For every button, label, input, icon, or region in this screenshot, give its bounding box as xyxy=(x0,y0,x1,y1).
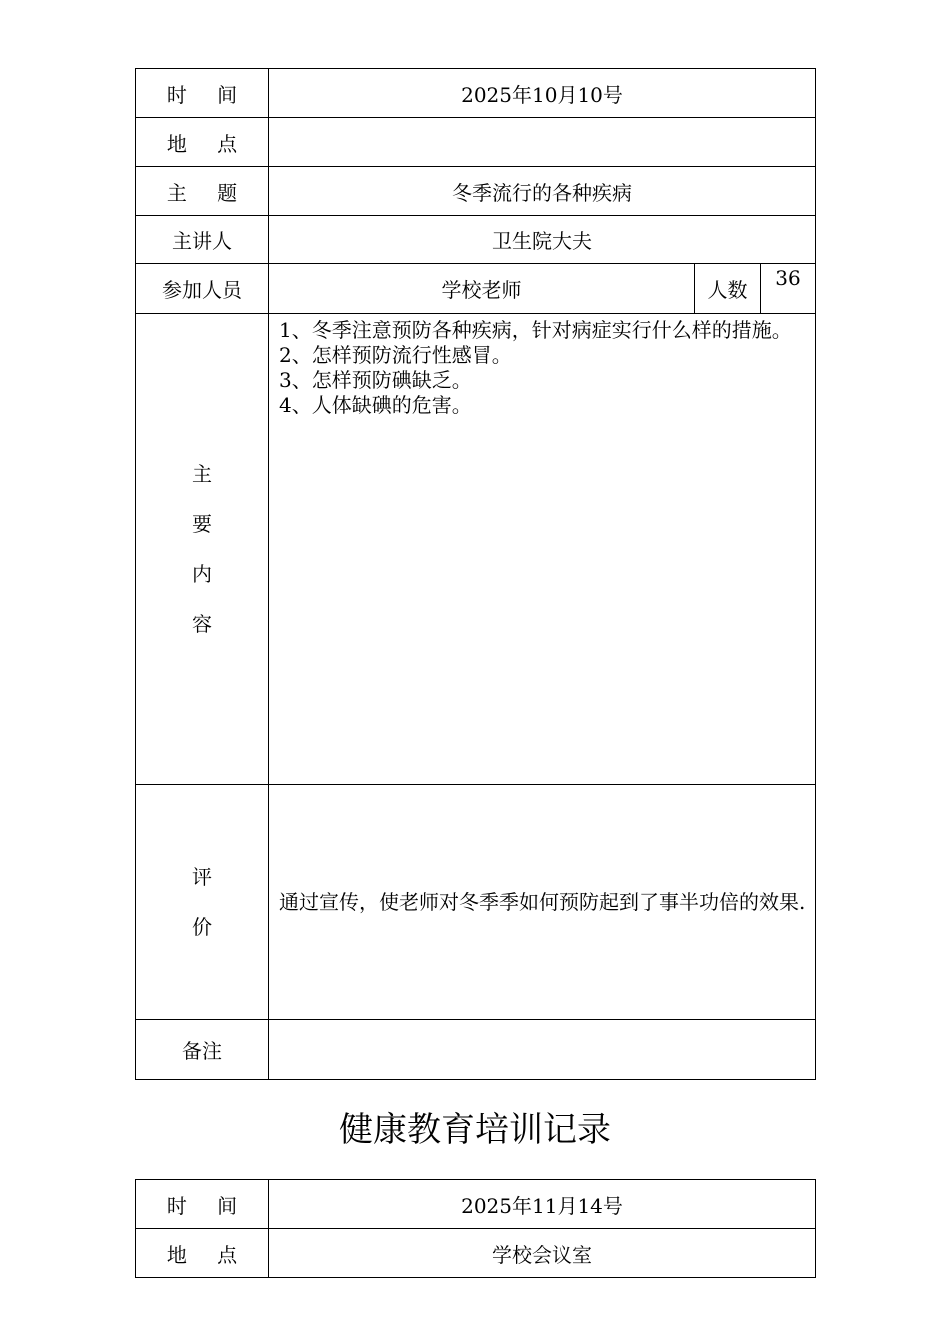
content-body xyxy=(269,314,816,785)
training-record-table-1 xyxy=(135,68,816,1080)
content-item: 1、冬季注意预防各种疾病，针对病症实行什么样的措施。 xyxy=(279,318,792,342)
time-row xyxy=(136,69,816,118)
evaluation-label xyxy=(136,785,269,1020)
evaluation-label-char: 评 xyxy=(192,865,212,889)
speaker-label: 主讲人 xyxy=(136,216,269,264)
remarks-label: 备注 xyxy=(136,1020,269,1080)
content-row xyxy=(136,314,816,785)
speaker-row xyxy=(136,216,816,264)
remarks-value xyxy=(269,1020,816,1080)
place-row xyxy=(136,118,816,167)
time-label: 时 间 xyxy=(136,1180,269,1229)
content-label-char: 内 xyxy=(192,562,212,586)
place-row xyxy=(136,1229,816,1278)
content-label xyxy=(136,314,269,785)
place-value: 学校会议室 xyxy=(269,1229,816,1278)
time-value: 2025年11月14号 xyxy=(269,1180,816,1229)
time-row xyxy=(136,1180,816,1229)
topic-row xyxy=(136,167,816,216)
count-value: 36 xyxy=(761,264,816,314)
content-item: 4、人体缺碘的危害。 xyxy=(279,393,472,417)
count-label: 人数 xyxy=(695,264,761,314)
participants-value: 学校老师 xyxy=(269,264,695,314)
place-label: 地 点 xyxy=(136,1229,269,1278)
evaluation-label-char: 价 xyxy=(192,915,212,939)
content-label-char: 容 xyxy=(192,612,212,636)
time-value: 2025年10月10号 xyxy=(269,69,816,118)
place-value xyxy=(269,118,816,167)
evaluation-row xyxy=(136,785,816,1020)
content-label-char: 主 xyxy=(192,462,212,486)
content-item: 2、怎样预防流行性感冒。 xyxy=(279,343,512,367)
place-label: 地 点 xyxy=(136,118,269,167)
content-label-char: 要 xyxy=(192,512,212,536)
participants-label: 参加人员 xyxy=(136,264,269,314)
participants-row xyxy=(136,264,816,314)
content-item: 3、怎样预防碘缺乏。 xyxy=(279,368,472,392)
training-record-table-2 xyxy=(135,1179,816,1278)
speaker-value: 卫生院大夫 xyxy=(269,216,816,264)
document-title: 健康教育培训记录 xyxy=(339,1110,611,1150)
topic-value: 冬季流行的各种疾病 xyxy=(269,167,816,216)
time-label: 时 间 xyxy=(136,69,269,118)
topic-label: 主 题 xyxy=(136,167,269,216)
evaluation-text: 通过宣传，使老师对冬季季如何预防起到了事半功倍的效果. xyxy=(269,785,816,1020)
remarks-row xyxy=(136,1020,816,1080)
